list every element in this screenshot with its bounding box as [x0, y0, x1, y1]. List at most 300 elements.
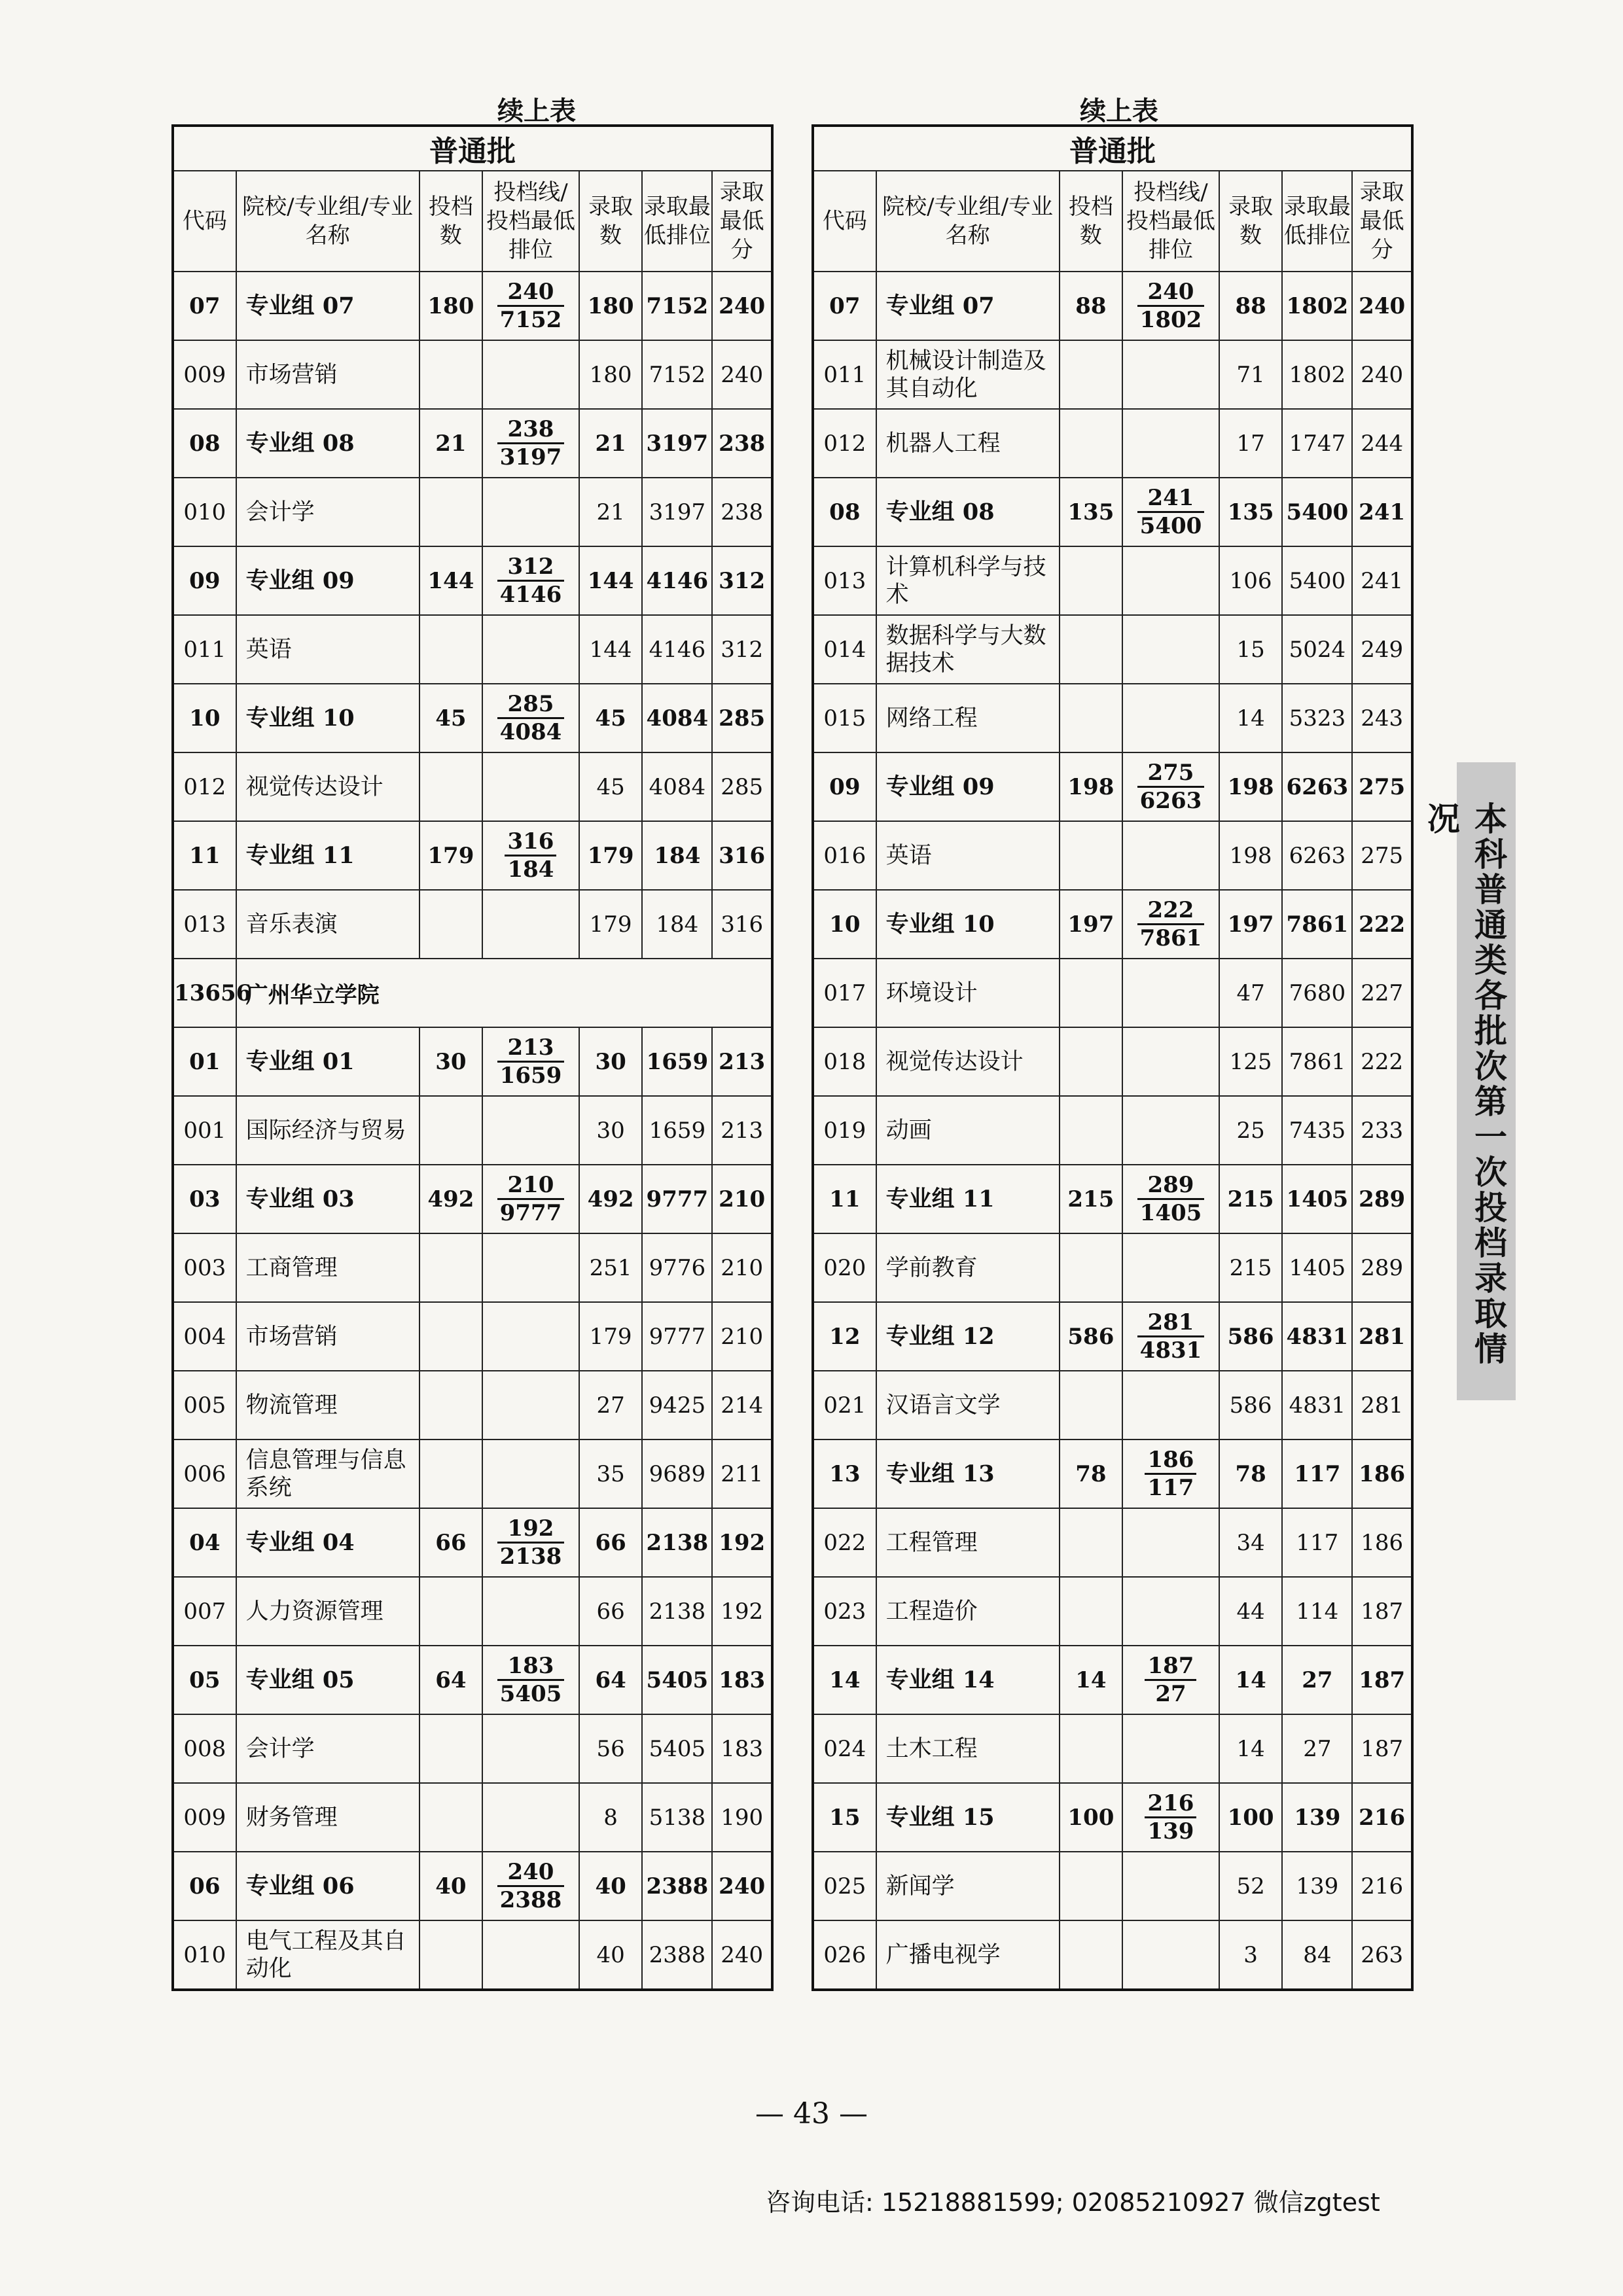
table-row	[173, 272, 772, 340]
table-row	[173, 1233, 772, 1302]
code-cell: 08	[813, 478, 876, 546]
name-cell: 专业组 13	[876, 1439, 1060, 1508]
tdcount-cell: 135	[1060, 478, 1123, 546]
tdcount-cell	[419, 1783, 483, 1852]
admit-cell: 52	[1219, 1852, 1283, 1920]
line-rank-cell	[1122, 615, 1219, 684]
minrank-cell: 5400	[1282, 478, 1352, 546]
name-cell: 专业组 09	[236, 546, 419, 615]
minrank-cell: 117	[1282, 1508, 1352, 1577]
code-cell: 016	[813, 821, 876, 890]
table-row	[173, 1920, 772, 1990]
admit-cell: 27	[579, 1371, 643, 1439]
minrank-cell: 1747	[1282, 409, 1352, 478]
admit-cell: 34	[1219, 1508, 1283, 1577]
name-cell: 专业组 07	[876, 272, 1060, 340]
table-row	[173, 1852, 772, 1920]
minscore-cell: 213	[712, 1027, 772, 1096]
name-cell: 市场营销	[236, 340, 419, 409]
table-row	[813, 1783, 1412, 1852]
name-cell: 市场营销	[236, 1302, 419, 1371]
minscore-cell: 216	[1352, 1852, 1412, 1920]
line-rank-fraction	[497, 279, 565, 333]
tdcount-cell	[419, 1233, 483, 1302]
name-cell: 工程造价	[876, 1577, 1060, 1646]
line-rank-cell	[1122, 684, 1219, 752]
minrank-cell: 3197	[642, 478, 712, 546]
admit-cell: 179	[579, 821, 643, 890]
line-rank-cell	[1122, 409, 1219, 478]
column-header: 录取最低排位	[1282, 171, 1352, 272]
code-cell: 018	[813, 1027, 876, 1096]
line-rank-cell	[1122, 1577, 1219, 1646]
code-cell: 021	[813, 1371, 876, 1439]
code-cell: 07	[813, 272, 876, 340]
table-row	[173, 959, 772, 1027]
table-row	[813, 1577, 1412, 1646]
table-row	[173, 684, 772, 752]
line-score: 213	[497, 1034, 565, 1063]
line-rank: 6263	[1139, 788, 1202, 814]
name-cell: 专业组 11	[236, 821, 419, 890]
minrank-cell: 114	[1282, 1577, 1352, 1646]
code-cell: 009	[173, 1783, 236, 1852]
name-cell: 环境设计	[876, 959, 1060, 1027]
code-cell: 10	[173, 684, 236, 752]
line-rank: 5405	[499, 1681, 562, 1707]
tdcount-cell: 78	[1060, 1439, 1123, 1508]
minscore-cell: 210	[712, 1233, 772, 1302]
admit-cell: 144	[579, 615, 643, 684]
tdcount-cell: 40	[419, 1852, 483, 1920]
line-rank-fraction	[497, 1172, 565, 1226]
line-rank-cell	[482, 1371, 579, 1439]
line-score: 183	[497, 1653, 565, 1681]
admit-cell: 45	[579, 752, 643, 821]
minrank-cell: 117	[1282, 1439, 1352, 1508]
name-cell: 土木工程	[876, 1714, 1060, 1783]
minrank-cell: 139	[1282, 1852, 1352, 1920]
name-cell: 专业组 08	[236, 409, 419, 478]
line-score: 240	[1137, 279, 1205, 307]
minscore-cell: 238	[712, 409, 772, 478]
minrank-cell: 1802	[1282, 340, 1352, 409]
minscore-cell: 213	[712, 1096, 772, 1165]
tdcount-cell	[419, 1577, 483, 1646]
name-cell: 汉语言文学	[876, 1371, 1060, 1439]
admit-cell: 30	[579, 1027, 643, 1096]
tdcount-cell: 21	[419, 409, 483, 478]
name-cell: 网络工程	[876, 684, 1060, 752]
tdcount-cell	[419, 615, 483, 684]
line-rank: 27	[1155, 1681, 1186, 1707]
minrank-cell: 4146	[642, 615, 712, 684]
name-cell: 音乐表演	[236, 890, 419, 959]
minrank-cell: 6263	[1282, 821, 1352, 890]
line-rank-fraction	[497, 554, 565, 608]
minrank-cell: 7861	[1282, 890, 1352, 959]
admit-cell: 66	[579, 1577, 643, 1646]
minrank-cell: 4831	[1282, 1371, 1352, 1439]
code-cell: 020	[813, 1233, 876, 1302]
minscore-cell: 192	[712, 1508, 772, 1577]
line-rank-fraction	[1137, 279, 1205, 333]
minrank-cell: 7861	[1282, 1027, 1352, 1096]
minscore-cell: 241	[1352, 546, 1412, 615]
line-rank-fraction	[497, 1034, 565, 1089]
admit-cell: 125	[1219, 1027, 1283, 1096]
minrank-cell: 2388	[642, 1852, 712, 1920]
code-cell: 026	[813, 1920, 876, 1990]
tdcount-cell	[1060, 1371, 1123, 1439]
line-rank-cell	[482, 890, 579, 959]
code-cell: 09	[173, 546, 236, 615]
line-score: 186	[1145, 1447, 1196, 1475]
line-rank-cell	[1122, 1165, 1219, 1233]
line-rank: 7861	[1139, 925, 1202, 951]
column-header: 录取最低分	[1352, 171, 1412, 272]
tdcount-cell: 198	[1060, 752, 1123, 821]
line-rank-cell	[1122, 821, 1219, 890]
table-row	[173, 1577, 772, 1646]
minscore-cell: 275	[1352, 821, 1412, 890]
line-rank-cell	[482, 1508, 579, 1577]
name-cell: 国际经济与贸易	[236, 1096, 419, 1165]
side-tab	[1422, 762, 1516, 1400]
name-cell: 信息管理与信息系统	[236, 1439, 419, 1508]
minscore-cell: 222	[1352, 1027, 1412, 1096]
code-cell: 023	[813, 1577, 876, 1646]
line-score: 187	[1145, 1653, 1196, 1681]
minrank-cell: 9776	[642, 1233, 712, 1302]
tdcount-cell	[1060, 1233, 1123, 1302]
tdcount-cell: 586	[1060, 1302, 1123, 1371]
code-cell: 07	[173, 272, 236, 340]
tdcount-cell: 30	[419, 1027, 483, 1096]
name-cell: 专业组 10	[236, 684, 419, 752]
column-header: 录取最低分	[712, 171, 772, 272]
line-score: 281	[1137, 1309, 1205, 1337]
line-rank-cell	[482, 1577, 579, 1646]
minscore-cell: 186	[1352, 1508, 1412, 1577]
name-cell: 广播电视学	[876, 1920, 1060, 1990]
line-rank-cell	[482, 1920, 579, 1990]
line-rank-cell	[482, 1714, 579, 1783]
line-rank-cell	[1122, 1027, 1219, 1096]
tdcount-cell	[1060, 546, 1123, 615]
minscore-cell: 227	[1352, 959, 1412, 1027]
minscore-cell: 222	[1352, 890, 1412, 959]
admit-cell: 179	[579, 1302, 643, 1371]
minscore-cell: 211	[712, 1439, 772, 1508]
line-rank-cell	[482, 1165, 579, 1233]
line-rank-cell	[482, 615, 579, 684]
code-cell: 013	[173, 890, 236, 959]
line-rank: 139	[1147, 1818, 1194, 1845]
minrank-cell: 1405	[1282, 1165, 1352, 1233]
minscore-cell: 241	[1352, 478, 1412, 546]
tdcount-cell	[1060, 1096, 1123, 1165]
school-code: 13656	[173, 959, 236, 1027]
tdcount-cell: 180	[419, 272, 483, 340]
tdcount-cell	[419, 1096, 483, 1165]
school-name: 广州华立学院	[236, 959, 772, 1027]
name-cell: 机器人工程	[876, 409, 1060, 478]
minrank-cell: 2388	[642, 1920, 712, 1990]
minrank-cell: 2138	[642, 1508, 712, 1577]
code-cell: 024	[813, 1714, 876, 1783]
line-rank: 184	[507, 857, 554, 883]
admit-cell: 8	[579, 1783, 643, 1852]
minscore-cell: 190	[712, 1783, 772, 1852]
tdcount-cell	[1060, 340, 1123, 409]
minrank-cell: 6263	[1282, 752, 1352, 821]
line-rank-cell	[1122, 1233, 1219, 1302]
admit-cell: 135	[1219, 478, 1283, 546]
minscore-cell: 289	[1352, 1165, 1412, 1233]
code-cell: 13	[813, 1439, 876, 1508]
minrank-cell: 7152	[642, 272, 712, 340]
minscore-cell: 210	[712, 1165, 772, 1233]
tdcount-cell	[1060, 615, 1123, 684]
tdcount-cell	[1060, 409, 1123, 478]
tdcount-cell	[1060, 1577, 1123, 1646]
column-header: 投档数	[1060, 171, 1123, 272]
admit-cell: 78	[1219, 1439, 1283, 1508]
table-row	[173, 1096, 772, 1165]
minrank-cell: 1802	[1282, 272, 1352, 340]
minscore-cell: 285	[712, 684, 772, 752]
line-rank-cell	[1122, 1646, 1219, 1714]
minrank-cell: 84	[1282, 1920, 1352, 1990]
tdcount-cell	[1060, 959, 1123, 1027]
minrank-cell: 2138	[642, 1577, 712, 1646]
code-cell: 001	[173, 1096, 236, 1165]
minscore-cell: 312	[712, 546, 772, 615]
line-rank-fraction	[497, 691, 565, 745]
minrank-cell: 139	[1282, 1783, 1352, 1852]
line-rank: 2138	[499, 1544, 562, 1570]
code-cell: 015	[813, 684, 876, 752]
tdcount-cell	[1060, 684, 1123, 752]
admit-cell: 21	[579, 409, 643, 478]
minrank-cell: 5400	[1282, 546, 1352, 615]
minscore-cell: 243	[1352, 684, 1412, 752]
admit-cell: 88	[1219, 272, 1283, 340]
line-rank: 1405	[1139, 1200, 1202, 1226]
name-cell: 会计学	[236, 1714, 419, 1783]
line-rank: 1802	[1139, 307, 1202, 333]
minscore-cell: 316	[712, 890, 772, 959]
minrank-cell: 5138	[642, 1783, 712, 1852]
admit-cell: 100	[1219, 1783, 1283, 1852]
code-cell: 011	[813, 340, 876, 409]
minrank-cell: 9777	[642, 1165, 712, 1233]
minscore-cell: 249	[1352, 615, 1412, 684]
tdcount-cell	[1060, 1027, 1123, 1096]
admit-cell: 15	[1219, 615, 1283, 684]
table-row	[813, 1714, 1412, 1783]
line-rank-cell	[482, 1783, 579, 1852]
code-cell: 008	[173, 1714, 236, 1783]
table-row	[813, 1233, 1412, 1302]
admit-cell: 144	[579, 546, 643, 615]
code-cell: 03	[173, 1165, 236, 1233]
name-cell: 专业组 04	[236, 1508, 419, 1577]
admit-cell: 40	[579, 1852, 643, 1920]
table-row	[813, 478, 1412, 546]
minrank-cell: 1659	[642, 1027, 712, 1096]
admit-cell: 56	[579, 1714, 643, 1783]
line-rank-fraction	[1145, 1790, 1196, 1845]
table-row	[813, 615, 1412, 684]
minscore-cell: 316	[712, 821, 772, 890]
table-title: 普通批	[813, 126, 1412, 171]
table-row	[173, 1508, 772, 1577]
line-rank-cell	[1122, 478, 1219, 546]
line-rank-cell	[1122, 1371, 1219, 1439]
tdcount-cell	[1060, 1920, 1123, 1990]
name-cell: 工程管理	[876, 1508, 1060, 1577]
minscore-cell: 183	[712, 1714, 772, 1783]
contact-line: 咨询电话: 15218881599; 02085210927 微信zgtest	[766, 2188, 1380, 2217]
table-row	[173, 1027, 772, 1096]
code-cell: 09	[813, 752, 876, 821]
line-score: 192	[497, 1515, 565, 1544]
line-rank-cell	[482, 684, 579, 752]
name-cell: 专业组 09	[876, 752, 1060, 821]
name-cell: 财务管理	[236, 1783, 419, 1852]
admit-cell: 35	[579, 1439, 643, 1508]
table-row	[173, 1646, 772, 1714]
name-cell: 专业组 03	[236, 1165, 419, 1233]
minscore-cell: 214	[712, 1371, 772, 1439]
tdcount-cell	[419, 1714, 483, 1783]
table-row	[813, 1920, 1412, 1990]
line-rank: 4146	[499, 582, 562, 608]
table-row	[813, 1165, 1412, 1233]
code-cell: 11	[813, 1165, 876, 1233]
line-rank-cell	[482, 821, 579, 890]
line-score: 275	[1137, 760, 1205, 788]
table-row	[173, 1302, 772, 1371]
tdcount-cell	[419, 478, 483, 546]
admit-cell: 106	[1219, 546, 1283, 615]
minscore-cell: 281	[1352, 1371, 1412, 1439]
tdcount-cell	[419, 1920, 483, 1990]
table-row	[813, 1439, 1412, 1508]
line-rank-cell	[1122, 1783, 1219, 1852]
minscore-cell: 183	[712, 1646, 772, 1714]
minrank-cell: 4831	[1282, 1302, 1352, 1371]
table-row	[813, 752, 1412, 821]
column-header: 录取数	[1219, 171, 1283, 272]
admit-cell: 25	[1219, 1096, 1283, 1165]
tdcount-cell: 66	[419, 1508, 483, 1577]
admit-cell: 40	[579, 1920, 643, 1990]
name-cell: 专业组 12	[876, 1302, 1060, 1371]
minrank-cell: 7680	[1282, 959, 1352, 1027]
left-caption: 续上表	[497, 96, 576, 126]
minscore-cell: 240	[1352, 272, 1412, 340]
line-rank-fraction	[1137, 897, 1205, 951]
line-score: 240	[497, 1859, 565, 1887]
line-rank-cell	[1122, 340, 1219, 409]
line-rank-fraction	[1145, 1653, 1196, 1707]
line-rank-cell	[1122, 1920, 1219, 1990]
tdcount-cell	[1060, 1714, 1123, 1783]
name-cell: 英语	[876, 821, 1060, 890]
minscore-cell: 240	[712, 1920, 772, 1990]
line-rank-cell	[1122, 1439, 1219, 1508]
line-rank-fraction	[497, 416, 565, 470]
name-cell: 工商管理	[236, 1233, 419, 1302]
line-rank-fraction	[1137, 485, 1205, 539]
line-rank: 9777	[499, 1200, 562, 1226]
minscore-cell: 216	[1352, 1783, 1412, 1852]
table-row	[813, 1027, 1412, 1096]
code-cell: 06	[173, 1852, 236, 1920]
line-rank-cell	[482, 1439, 579, 1508]
minscore-cell: 187	[1352, 1714, 1412, 1783]
minscore-cell: 281	[1352, 1302, 1412, 1371]
table-row	[173, 409, 772, 478]
name-cell: 视觉传达设计	[876, 1027, 1060, 1096]
admit-cell: 14	[1219, 684, 1283, 752]
table-row	[813, 409, 1412, 478]
column-header: 录取数	[579, 171, 643, 272]
line-rank-fraction	[497, 1859, 565, 1913]
admit-cell: 17	[1219, 409, 1283, 478]
column-header: 录取最低排位	[642, 171, 712, 272]
right-admission-table	[812, 124, 1414, 1991]
admit-cell: 215	[1219, 1233, 1283, 1302]
minrank-cell: 5405	[642, 1646, 712, 1714]
name-cell: 会计学	[236, 478, 419, 546]
tdcount-cell: 179	[419, 821, 483, 890]
name-cell: 视觉传达设计	[236, 752, 419, 821]
minscore-cell: 210	[712, 1302, 772, 1371]
admit-cell: 64	[579, 1646, 643, 1714]
code-cell: 11	[173, 821, 236, 890]
name-cell: 动画	[876, 1096, 1060, 1165]
table-row	[173, 1371, 772, 1439]
table-row	[813, 272, 1412, 340]
line-rank-cell	[1122, 959, 1219, 1027]
minscore-cell: 240	[1352, 340, 1412, 409]
side-tab-label: 本科普通类各批次第一次投档录取情况	[1422, 802, 1507, 1367]
admit-cell: 215	[1219, 1165, 1283, 1233]
code-cell: 14	[813, 1646, 876, 1714]
code-cell: 15	[813, 1783, 876, 1852]
minscore-cell: 187	[1352, 1577, 1412, 1646]
admit-cell: 586	[1219, 1302, 1283, 1371]
tdcount-cell: 215	[1060, 1165, 1123, 1233]
minrank-cell: 9425	[642, 1371, 712, 1439]
tdcount-cell: 14	[1060, 1646, 1123, 1714]
line-rank-cell	[482, 1852, 579, 1920]
admit-cell: 66	[579, 1508, 643, 1577]
tdcount-cell: 88	[1060, 272, 1123, 340]
minrank-cell: 27	[1282, 1646, 1352, 1714]
code-cell: 006	[173, 1439, 236, 1508]
column-header: 代码	[173, 171, 236, 272]
name-cell: 专业组 07	[236, 272, 419, 340]
table-row	[813, 340, 1412, 409]
code-cell: 10	[813, 890, 876, 959]
line-score: 210	[497, 1172, 565, 1200]
tdcount-cell	[1060, 1508, 1123, 1577]
